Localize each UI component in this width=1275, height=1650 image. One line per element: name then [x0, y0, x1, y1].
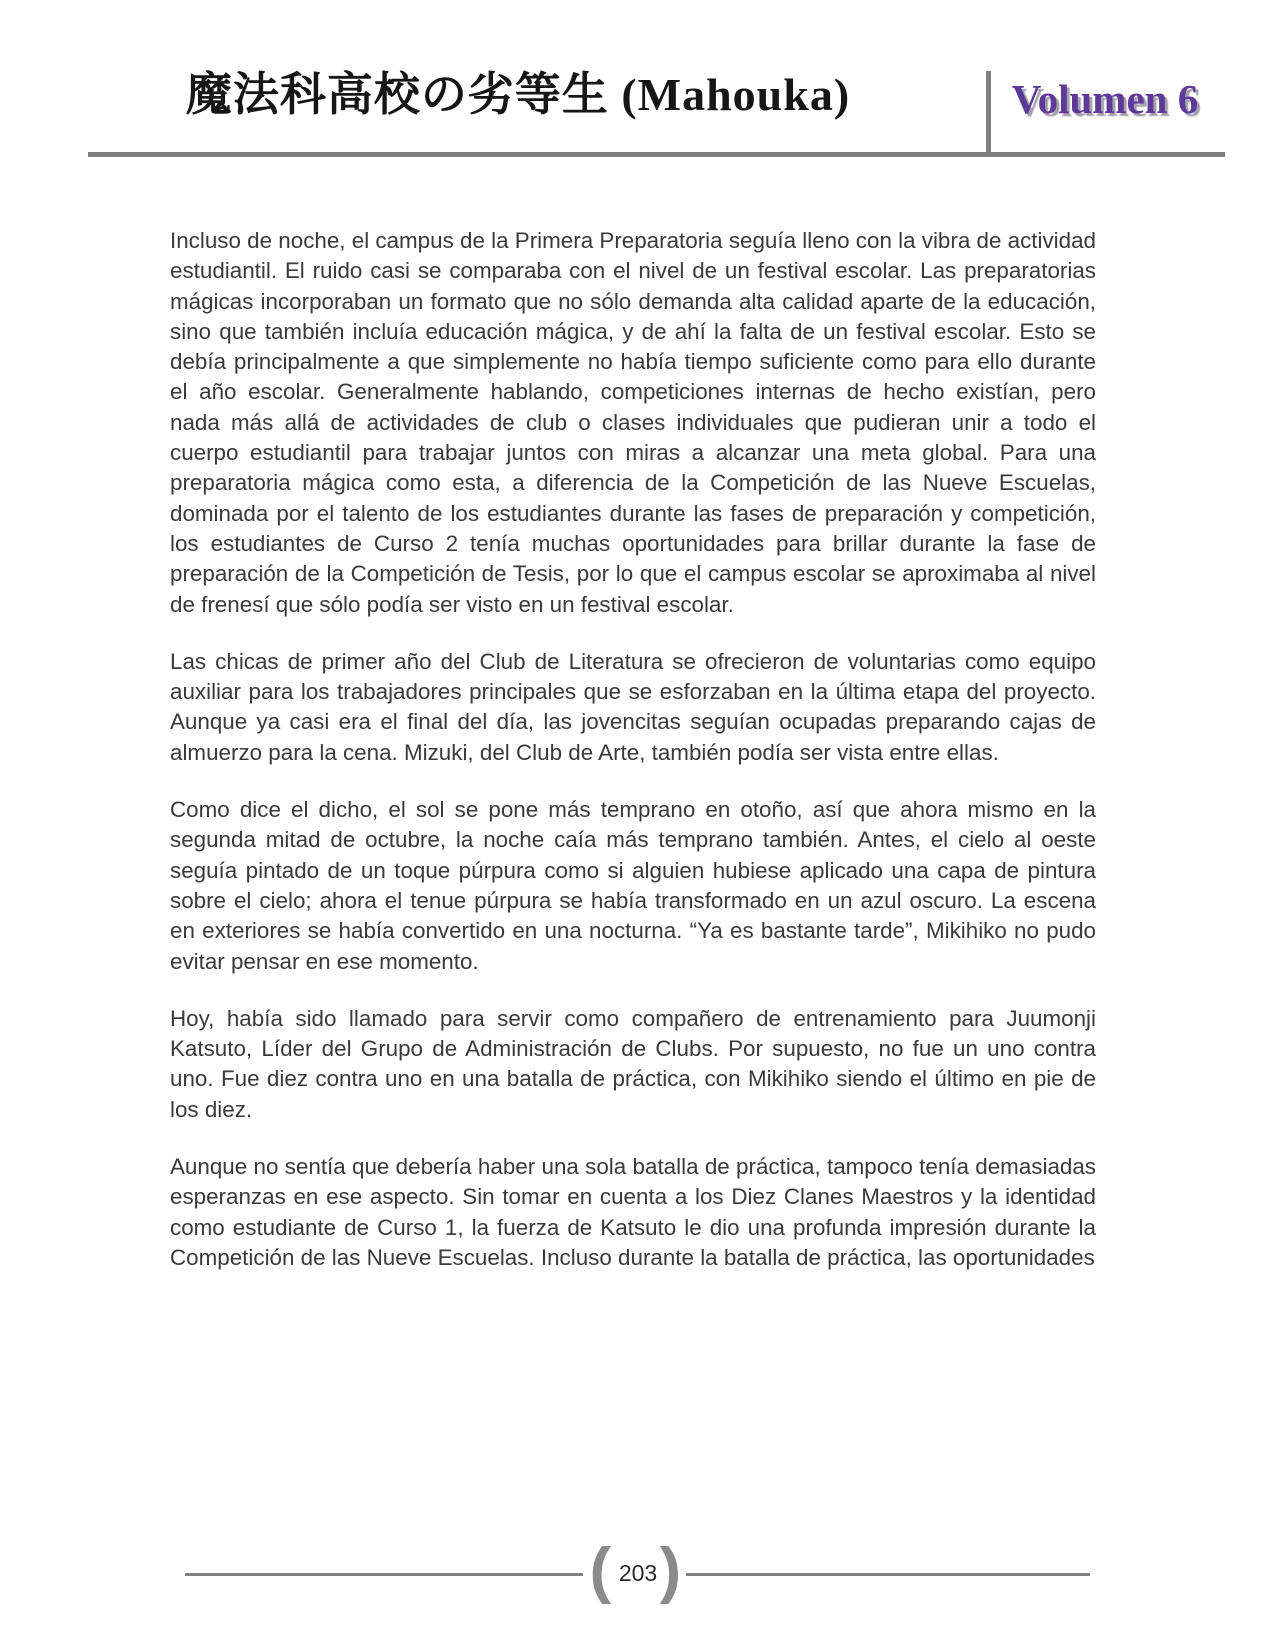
paragraph-2: Las chicas de primer año del Club de Literatura se ofrecieron de voluntarias como equipo auxiliar para los trabajadores principales que se esforzaban en la última etapa del proyecto. Aunque ya casi era el final del día, las jovencitas seguían ocupadas preparando cajas de almuerzo para la cena. Mizuki, del Club de Arte, también podía ser vista entre ellas.: [170, 648, 1096, 765]
paragraph-4: Hoy, había sido llamado para servir como compañero de entrenamiento para Juumonji Katsuto, Líder del Grupo de Administración de Clubs. Por supuesto, no fue un uno contra uno. Fue diez contra uno en una batalla de práctica, con Mikihiko siendo el último en pie de los diez.: [170, 1005, 1096, 1122]
paragraph-3: Como dice el dicho, el sol se pone más temprano en otoño, así que ahora mismo en la segunda mitad de octubre, la noche caía más temprano también. Antes, el cielo al oeste seguía pintado de un toque púrpura como si alguien hubiese aplicado una capa de pintura sobre el cielo; ahora el tenue púrpura se había transformado en un azul oscuro. La escena en exteriores se había convertido en una nocturna. “Ya es bastante tarde”, Mikihiko no pudo evitar pensar en ese momento.: [170, 797, 1096, 974]
page-title: 魔法科高校の劣等生 (Mahouka): [185, 69, 851, 120]
footer-right-bracket-ornament: ): [659, 1536, 682, 1605]
header-vertical-divider: [986, 71, 991, 157]
paragraph-1: Incluso de noche, el campus de la Primera Preparatoria seguía lleno con la vibra de actividad estudiantil. El ruido casi se comparaba con el nivel de un festival escolar. Las preparatorias mágicas incorporaban un formato que no sólo demanda alta calidad aparte de la educación, sino que también incluía educación mágica, y de ahí la falta de un festival escolar. Esto se debía principalmente a que simplemente no había tiempo suficiente como para ello durante el año escolar. Generalmente hablando, competiciones internas de hecho existían, pero nada más allá de actividades de club o clases individuales que pudieran unir a todo el cuerpo estudiantil para trabajar juntos con miras a alcanzar una meta global. Para una preparatoria mágica como esta, a diferencia de la Competición de las Nueve Escuelas, dominada por el talento de los estudiantes durante las fases de preparación y competición, los estudiantes de Curso 2 tenía muchas oportunidades para brillar durante la fase de preparación de la Competición de Tesis, por lo que el campus escolar se aproximaba al nivel de frenesí que sólo podía ser visto en un festival escolar.: [170, 228, 1097, 617]
footer-rule-left: [185, 1573, 583, 1576]
footer-left-bracket-ornament: (: [589, 1536, 612, 1605]
page-number: 203: [618, 1560, 658, 1586]
paragraph-5: Aunque no sentía que debería haber una sola batalla de práctica, tampoco tenía demasiadas esperanzas en ese aspecto. Sin tomar en cuenta a los Diez Clanes Maestros y la identidad como estudiante de Curso 1, la fuerza de Katsuto le dio una profunda impresión durante la Competición de las Nueve Escuelas. Incluso durante la batalla de práctica, las oportunidades: [170, 1154, 1096, 1270]
page-body-text: [170, 226, 1096, 1300]
footer-rule-right: [686, 1573, 1090, 1576]
volume-badge: Volumen 6: [1011, 76, 1199, 122]
header-horizontal-rule: [88, 152, 1225, 157]
